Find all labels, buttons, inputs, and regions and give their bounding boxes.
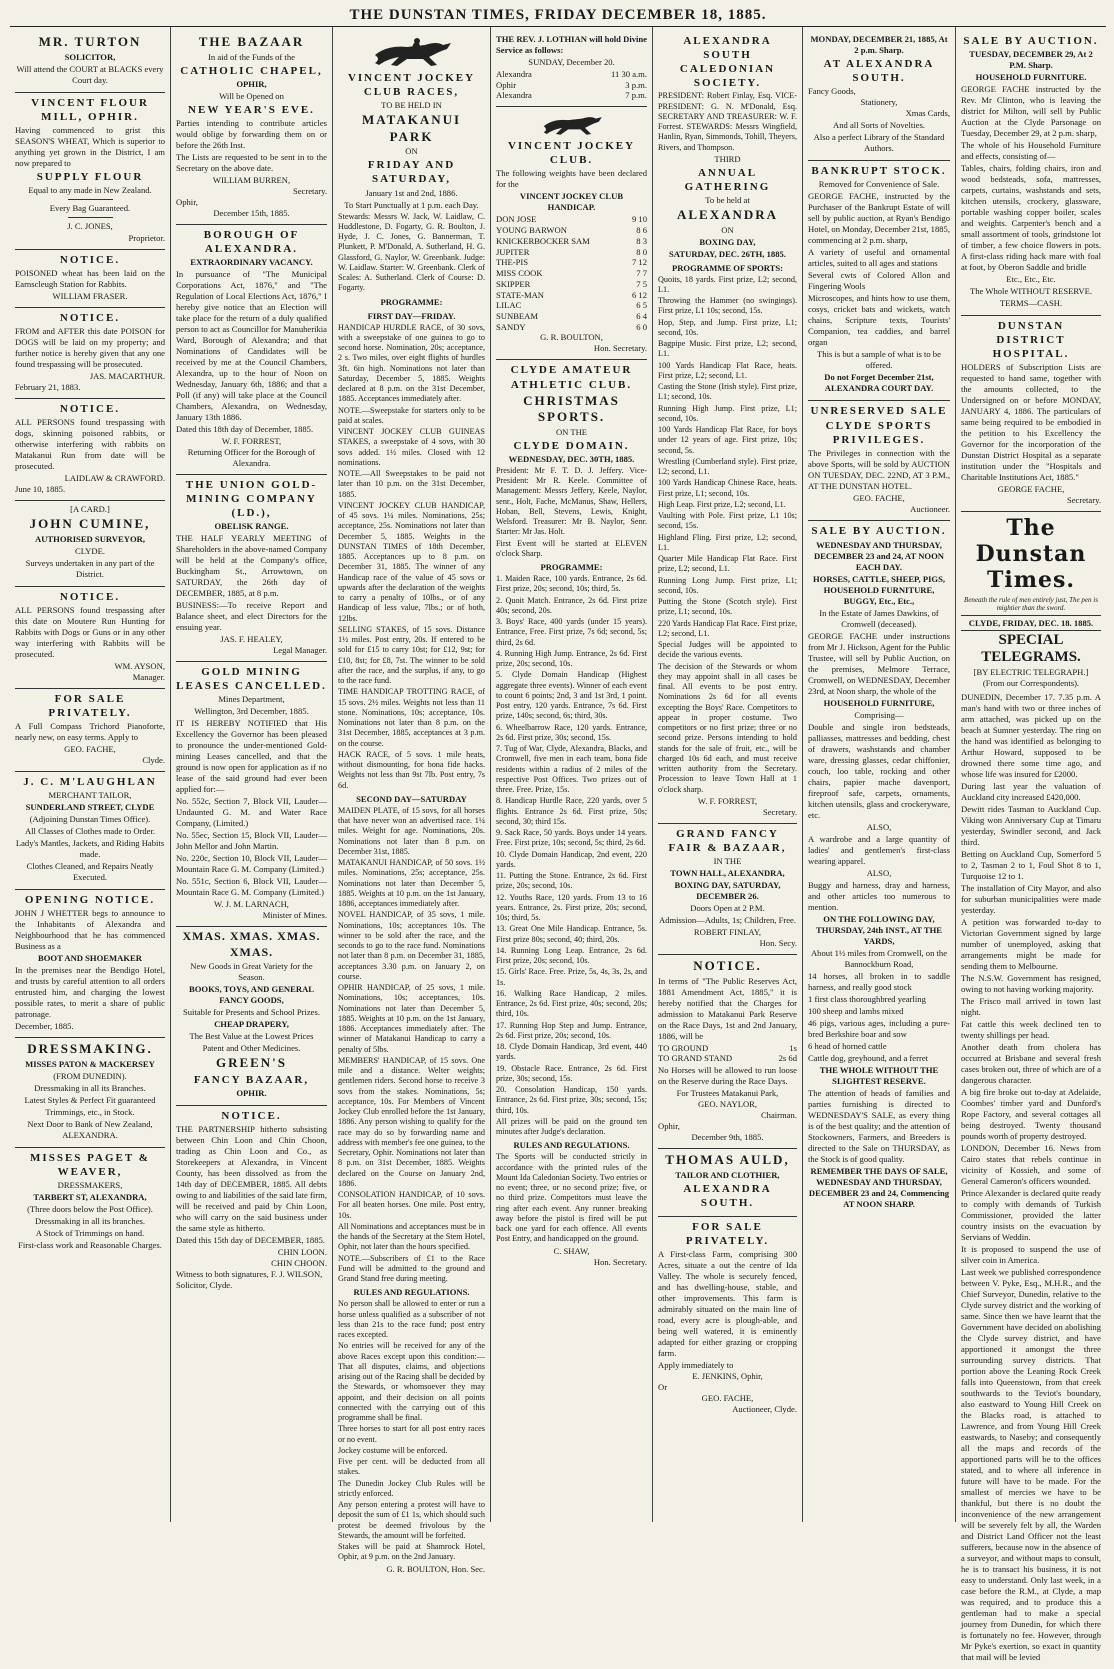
farm-sale-ad: FOR SALE PRIVATELY. A First-class Farm, comprising 300 Acres, situate a out the centre of Ida Valley. The whole is securely fenced, and has dwelling-house, stable, and other improvements. This farm is admirably situated on the main line of road, every acre is plough-able, and being well watered, it is eminently adapted for either grazing or cropping farm. Apply immediately to E. JENKINS, Ophir, Or GEO. FACHE, Auctioneer, Clyde.	[658, 1220, 797, 1415]
dressmaking-ad: DRESSMAKING. MISSES PATON & MACKERSEY (FROM DUNEDIN). Dressmaking in all its Branches. Latest Styles & Perfect Fit guaranteed Trimmings, etc., in Stock. Next Door to Bank of New Zealand, ALEXANDRA.	[15, 1038, 165, 1148]
telegrams-body: DUNEDIN, December 17. 7.35 p.m. A man's hand with two or three inches of arm attached, was picked up on the beach at Sumner yesterday. The ring on the hand was identified as belonging to Arthur Howard, supposed to be drowned there some time ago, and whose life was insured for £2000. During last year the valuation of Auckland city increased £420,000. Dewitt rides Tasman to Auckland Cup. Viking won Anniversary Cup at Timaru yesterday, Swindler second, and Jack third. Betting on Auckland Cup, Somerford 5 to 2, Tasman 2 to 1, Foul Shot 8 to 1, Turquoise 12 to 1. The installation of City Mayor, and also for suburban municipalities were made yesterday. A petition was forwarded to-day to Victorian Government signed by large number of unemployed, asking that arrangements might be made for sending them to Melbourne. The N.S.W. Government has resigned, owing to not having working majority. The Frisco mail arrived in town last night. Fat cattle this week declined ten to twenty shillings per head. Another death from cholera has occurred at Brisbane and several fresh cases broken out, three of which are of a dangerous character. A big fire broke out to-day at Adelaide, Coombes' timber yard and Dunford's Rope Factory, and several cottages all being destroyed. Twenty thousand pounds worth of property destroyed. LONDON, December 16. News from Cairo states that rebels continue in vicinity of Kossieh, and some of General Cameron's officers wounded. Prince Alexander is declared quite ready to comply with demands of Turkish Commissioner, provided the latter country insists on the evacuation by Servians of Weddin. It is proposed to suspend the use of silver coin in America. Last week we published correspondence between V. Pyke, Esq., M.H.R., and the Chief Surveyor, Dunedin, relative to the Clyde survey district and the working of same. Since then we have learnt that the Government have decided on abolishing the Clyde survey district, and have apportioned it amongst the three surrounding survey districts. That portion above the Leaning Rock Creek falls into Queenstown, from that creek southwards to the Teviot's boundary, also eastward to Young Hill Creek on the Blacks road, is attached to Lawrence, and from Young Hill Creek eastwards, to Naseby; and consequently all the maps and records of the apportioned parts will be to the offices stated, and to where all inference in future will have to be made. For the smallest of mercies we have to be thankful, but there is no doubt the inconvenience of the new arrangement will be severely felt by all, the Warden and District Land Officer not the least sufferers, because now in the absence of a surveyor, and without maps to consult, he is to transact his business, it is not easy to understand. Only last week, in a case before the R.M., at Clyde, a map was required, and to produce this a gentleman had to make a special journey from Dunedin, for which there is fortunately no fee. However, through Mr Pyke's exertion, so exact in quantity that mail will be levied	[961, 692, 1101, 1663]
list-item: THE-PIS 7 12	[496, 257, 647, 268]
reserve-notice: NOTICE. In terms of "The Public Reserves Act, 1881 Amendment Act, 1885," it is hereby notified that the Charges for admission to Matakanui Park Reserve on the Race Days, 1st and 2nd January, 1886, will be TO GROUND 1s TO GRAND STAND 2s 6d No Horses will be allowed to run loose on the Reserve during the Race Days. For Trustees Matakanui Park, GEO. NAYLOR, Chairman. Ophir, December 9th, 1885.	[658, 955, 797, 1149]
vjc-weights-ad: VINCENT JOCKEY CLUB. The following weights have been declared for the VINCENT JOCKEY CLUB HANDICAP. DON JOSE 9 10 YOUNG BARWON 8 6 KNICKERBOCKER SAM 8 3 JUPITER 8 0 THE-PIS 7 12 MISS COOK 7 7 SKIPPER 7 5 STATE-MAN 6 12 LILAC 6 5 SUNBEAM 6 4 SANDY 6 0 G. R. BOULTON, Hon. Secretary.	[496, 107, 647, 360]
columns	[10, 27, 1106, 1663]
column-4	[491, 27, 653, 1522]
telegrams-title: SPECIAL TELEGRAMS.	[981, 632, 1081, 666]
paget-ad: MISSES PAGET & WEAVER, DRESSMAKERS, TARBERT ST, ALEXANDRA, (Three doors below the Post Office). Dressmaking in all its branches. A Stock of Trimmings on hand. First-class work and Reasonable Charges.	[18, 1151, 162, 1250]
bazaar-ad: THE BAZAAR In aid of the Funds of the CATHOLIC CHAPEL, OPHIR, Will be Opened on NEW YEAR'S EVE. Parties intending to contribute articles would oblige by forwarding them on or before the 26th Inst. The Lists are requested to be sent in to the Secretary on the above date. WILLIAM BURREN, Secretary. Ophir, December 15th, 1885.	[176, 31, 327, 225]
horse-racing-icon	[367, 35, 457, 69]
turton-ad: MR. TURTON SOLICITOR, Will attend the COURT at BLACKS every Court day.	[15, 31, 165, 93]
list-item: SANDY 6 0	[496, 321, 647, 332]
bankrupt-stock-ad: BANKRUPT STOCK. Removed for Convenience of Sale. GEORGE FACHE, instructed by the Purchaser of the Bankrupt Estate of will sell by public auction, at Ryan's Bendigo Hotel, on Monday, December 21st, 1885, commencing at 2 p.m. sharp, A variety of useful and ornamental articles, suited to all ages and stations Several cwts of Colored Allon and Fingering Wools Microscopes, and hints how to use them, cosys, cricket bats and wickets, watch chains, Scripture texts, Tourists' Companion, tea caddies, and barrel organ This is but a sample of what is to be offered. Do not Forget December 21st, ALEXANDRA COURT DAY.	[808, 161, 950, 401]
alexandra-sale-ad: MONDAY, DECEMBER 21, 1885, At 2 p.m. Sharp. AT ALEXANDRA SOUTH. Fancy Goods, Stationery, Xmas Cards, And all Sorts of Novelties. Also a perfect Library of the Standard Authors.	[808, 31, 950, 161]
list-item: SKIPPER 7 5	[496, 278, 647, 289]
list-item: DON JOSE 9 10	[496, 214, 647, 225]
cumine-card: [A CARD.] JOHN CUMINE, AUTHORISED SURVEYOR, CLYDE. Surveys undertaken in any part of the District.	[15, 501, 165, 587]
column-3	[333, 27, 491, 1574]
fancy-fair-ad: GRAND FANCY FAIR & BAZAAR, IN THE TOWN HALL, ALEXANDRA, BOXING DAY, SATURDAY, DECEMBER 26. Doors Open at 2 P.M. Admission—Adults, 1s; Children, Free. ROBERT FINLAY, Hon. Secy.	[658, 824, 797, 955]
column-1	[10, 27, 171, 1522]
dateline: CLYDE, FRIDAY, DEC. 18. 1885.	[961, 615, 1101, 631]
partnership-notice: NOTICE. THE PARTNERSHIP hitherto subsisting between Chin Loon and Chin Choon, trading as Chin Loon and Co., as Storekeepers at Alexandra, in Vincent County, has been dissolved as from the 14th day of DECEMBER, 1885. All debts owing to and liabilities of the said late firm, will be received and paid by Chin Loon, who will carry on the said business under the same style as hitherto. Dated this 15th day of DECEMBER, 1885. CHIN LOON. CHIN CHOON. Witness to both signatures, F. J. WILSON, Solicitor, Clyde.	[176, 1109, 327, 1290]
jockey-club-races-ad: VINCENT JOCKEY CLUB RACES, TO BE HELD IN MATAKANUI PARK ON FRIDAY AND SATURDAY, January 1st and 2nd, 1886. To Start Punctually at 1 p.m. each Day. Stewards: Messrs W. Jack, W. Laidlaw, C. Huddlestone, D. Fogarty, G. R. Boulton, J. Hyde, J. C. Jones, G. Bannerman, T. Plunkett, P. M'Donald, A. Sutherland, H. G. Glassford, G. Naylor, W. Greenbank. Judge: W. Laidlaw. Starter: W. Greenbank. Clerk of Scales: A. Sutherland. Clerk of Course: D. Fogarty. PROGRAMME: FIRST DAY—FRIDAY. HANDICAP HURDLE RACE, of 30 sovs, with a sweepstake of one guinea to go to second horse. Nomination, 20s; acceptance, 2 s. Two miles, over eight flights of hurdles 3ft. 6in high. Nominations not later than Saturday, December 5, 1885. Weights declared at 8 p.m. on the 31st December, 1885. Acceptances immediately after. NOTE.—Sweepstake for starters only to be paid at scales. VINCENT JOCKEY CLUB GUINEAS STAKES, a sweepstake of 4 sovs, with 30 sovs added. 1½ miles. Closed with 12 nominations. NOTE.—All Sweepstakes to be paid not later than 10 p.m. on the 31st December, 1885. VINCENT JOCKEY CLUB HANDICAP, of 45 sovs. 1¼ miles. Nominations, 25s; acceptance, 25s. Nominations not later than December 5, 1885. Weights in the DUNSTAN TIMES of 18th December, 1885. Acceptances up to 8 p.m. on December 31, 1885. The winner of any Handicap race of the value of 45 sovs or upwards after the declaration of the weights to carry a penalty of 10lbs., or of any Handicap of less value, 7lbs.; or of both, 12lbs. SELLING STAKES, of 15 sovs. Distance 1½ miles. Post entry, 20s. If entered to be sold for £15 to carry 10st; for £12, 9st; for £10, 8st; for £8, 7st. The winner to be sold after the race, and the surplus, if any, to go to the race fund. TIME HANDICAP TROTTING RACE, of 15 sovs. 2½ miles. Weights not less than 11 stone. Nominations, 10s; acceptance, 10s. Nominations not later than 8 p.m. on the 31st December, 1885, acceptances at 3 p.m. on the course. HACK RACE, of 5 sovs. 1 mile heats, without dismounting, for bona fide hacks. Weights not less than 9st 7lb. Post entry, 7s 6d. SECOND DAY—SATURDAY MAIDEN PLATE, of 15 sovs, for all horses that have never won an advertised race. 1¼ miles. Weight for age. Nominations, 20s. Nominations not later than 8 p.m. on December 31st, 1885. MATAKANUI HANDICAP, of 50 sovs. 1½ miles. Nominations, 25s; acceptance, 25s. Nominations not later than December 5, 1885. Weights at 10 p.m. on the 1st January, 1886, acceptances immediately after. NOVEL HANDICAP, of 35 sovs, 1 mile. Nominations, 10s; acceptances 10s. The winner to be sold after the race, and the seconds to go to the race fund. Nominations not later than 8 p.m. on December 31, 1885, acceptances 3.30 p.m. on January 2, on course. OPHIR HANDICAP, of 25 sovs, 1 mile. Nominations, 10s; acceptances, 10s. Nominations not later than December 5, 1885. Weights at 10 p.m. on the 1st January, 1886. Acceptances immediately after. The winner of Matakanui Handicap to carry a penalty of 5lbs. MEMBERS' HANDICAP, of 15 sovs. One mile and a distance. Welter weights; gentlemen riders. Second horse to receive 3 sovs from the stakes. Nominations, 5s; acceptance, 10s. For Members of Vincent Jockey Club enrolled before the 1st January, 1886. Any person wishing to qualify for the race may do so by forwarding name and address with member's fee one guinea, to the Secretary, Ophir. Nominations not later than 8 p.m. on 31st December, 1885. Weights declared on the Course on January 2nd, 1886. CONSOLATION HANDICAP, of 10 sovs. For all beaten horses. One mile. Post entry, 10s. All Nominations and acceptances must be in the hands of the Secretary at the Stem Hotel, Ophir, not later than the hours specified. NOTE.—Subscribers of £1 to the Race Fund will be admitted to the ground and Grand Stand free during meeting. RULES AND REGULATIONS. No person shall be allowed to enter or run a horse unless qualified as a subscriber of not less than 21s to the race fund; post entry races excepted. No entries will be received for any of the above Races except upon this condition:—That all disputes, claims, and objections arising out of the Racing shall be decided by the Stewards, or whomsoever they may appoint, and their decision on all points connected with the carrying out of this programme shall be final. Three horses to start for all post entry races or no event. Jockey costume will be enforced. Five per cent. will be deducted from all stakes. The Dunedin Jockey Club Rules will be strictly enforced. Any person entering a protest will have to deposit the sum of £1 1s, which should such protest be deemed frivolous by the Stewards, the amount will be forfeited. Stakes will be paid at Shamrock Hotel, Ophir, at 9 p.m. on the 2nd January. G. R. BOULTON, Hon. Sec.	[338, 31, 485, 1580]
lothian-ad: THE REV. J. LOTHIAN will hold Divine Service as follows: SUNDAY, December 20. Alexandra 11 30 a.m. Ophir 3 p.m. Alexandra 7 p.m.	[496, 31, 647, 107]
masthead: THE DUNSTAN TIMES, FRIDAY DECEMBER 18, 1885.	[10, 4, 1106, 27]
flour-mill-ad: VINCENT FLOUR MILL, OPHIR. Having commenced to grist this SEASON'S WHEAT, Which is superior to anything yet grown in the District, I am now prepared to SUPPLY FLOUR Equal to any made in New Zealand. Every Bag Guaranteed. J. C. JONES, Proprietor.	[15, 93, 165, 250]
trespass-notice: NOTICE. ALL PERSONS found trespassing with dogs, skinning poisoned rabbits, or otherwise interfering with rabbits on Matakanui Run from date will be prosecuted. LAIDLAW & CRAWFORD. June 10, 1885.	[15, 399, 165, 501]
auld-ad: THOMAS AULD, TAILOR AND CLOTHIER, ALEXANDRA SOUTH.	[658, 1149, 797, 1217]
list-item: KNICKERBOCKER SAM 8 3	[496, 235, 647, 246]
ad-title: MR. TURTON	[38, 34, 142, 49]
motto: Beneath the rule of men entirely just, The pen is mightier than the sword.	[964, 596, 1098, 613]
clyde-athletic-ad: CLYDE AMATEUR ATHLETIC CLUB. CHRISTMAS SPORTS. ON THE CLYDE DOMAIN. WEDNESDAY, DEC. 30TH, 1885. President: Mr F. T. D. J. Jeffery. Vice-President: Mr R. Keele. Committee of Management: Messrs Jeffery, Keele, Naylor, senr., Holt, Fache, McManus, Shaw, Hellers, Hoban, Bell, Stevens, Lewis, Knight, Welsford. Treasurer: Mr B. Naylor, Senr. Starter: Mr Jas. Holt. First Event will be started at ELEVEN o'clock Sharp. PROGRAMME: 1. Maiden Race, 100 yards. Entrance, 2s 6d. First prize, 20s; second, 10s; third, 5s. 2. Quoit Match. Entrance, 2s 6d. First prize 40s; second, 20s. 3. Boys' Race, 400 yards (under 15 years). Entrance, Free. First prize, 7s 6d; second, 5s; third, 2s 6d. 4. Running High Jump. Entrance, 2s 6d. First prize, 20s; second, 10s. 5. Clyde Domain Handicap (Highest aggregate three events). Winner of each event to count 6 points; 2nd, 3 and 1st 3rd, 1 point. Post entry, 120 yards. Entrance, 7s 6d. First prize, 140s; second, 6s; third, 30s. 6. Wheelbarrow Race, 120 yards. Entrance, 2s 6d. First prize, 30s; second, 15s. 7. Tug of War, Clyde, Alexandra, Blacks, and Cromwell, five men in each team, bona fide residents within a radius of 2 miles of the respective Post Offices. Two prizes out of three. Free. Prize, 15s. 8. Handicap Hurdle Race, 220 yards, over 5 flights. Entrance 2s 6d. First prize, 50s; second, 30; third 15s. 9. Sack Race, 50 yards. Boys under 14 years. Free. First prize, 10s; second, 5s; third, 2s 6d. 10. Clyde Domain Handicap, 2nd event, 220 yards. 11. Putting the Stone. Entrance, 2s 6d. First prize, 20s; second, 10s. 12. Youths Race, 120 yards. From 13 to 16 years. Entrance, 2s. First prize, 20s; second, 10s; third, 5s. 13. Great One Mile Handicap. Entrance, 5s. First prize 80s; second, 40; third, 20s. 14. Running Long Leap. Entrance, 2s 6d. First prize, 20s; second, 10s. 15. Girls' Race. Free. Prize, 5s, 4s, 3s, 2s, and 1s. 16. Walking Race Handicap, 2 miles. Entrance, 2s 6d. First prize, 40s; second, 20s; third, 10s. 17. Running Hop Step and Jump. Entrance, 2s 6d. First prize, 20s; second, 10s. 18. Clyde Domain Handicap, 3rd event, 440 yards. 19. Obstacle Race. Entrance, 2s 6d. First prize, 30s; second, 15s. 20. Consolation Handicap, 150 yards. Entrance, 2s 6d. First prize, 30s; second, 15s; third, 10s. All prizes will be paid on the ground ten minutes after Judge's declaration. RULES AND REGULATIONS. The Sports will be conducted strictly in accordance with the printed rules of the Mount Ida Caledonian Society. Two entries or no event; three, or no second prize; five, or no third prize. Competitors must leave the ring after each event. Any runner breaking away before the pistol is fired will be put back one yard for each offence. All events Post Entry, and handicapped on the ground. C. SHAW, Hon. Secretary.	[496, 364, 647, 1267]
column-6	[803, 27, 956, 1522]
list-item: YOUNG BARWON 8 6	[496, 225, 647, 236]
opening-notice: OPENING NOTICE. JOHN J WHETTER begs to announce to the Inhabitants of Alexandra and Neighbourhood that he has commenced Business as a BOOT AND SHOEMAKER In the premises near the Bendigo Hotel, and trusts by careful attention to all orders entrusted him, and charging the lowest possible rates, to merit a share of public patronage. December, 1885.	[15, 890, 165, 1038]
borough-ad: BOROUGH OF ALEXANDRA. EXTRAORDINARY VACANCY. In pursuance of "The Municipal Corporations Act, 1876," and "The Regulation of Local Elections Act, 1876," I hereby give notice that an Election will take place for the return of a duly qualified person to act as Councillor for Manuherikia Ward, Borough of Alexandra; and that Nominations of Candidates will be received by me at the Council Chambers, Alexandra, up to the hour of Noon on Wednesday, January 6th, 1886; and that a Poll (if any) will take place at the Council Chambers, Alexandra, on Wednesday, January 13th 1886. Dated this 18th day of December, 1885. W. F. FORREST, Returning Officer for the Borough of Alexandra.	[176, 225, 327, 475]
clinton-auction-ad: SALE BY AUCTION. TUESDAY, DECEMBER 29, At 2 P.M. Sharp. HOUSEHOLD FURNITURE. GEORGE FACHE instructed by the Rev. Mr Clinton, who is leaving the district for Milton, will sell by Public Auction at the Clyde Parsonage on Tuesday, December 29, at 2 p.m. sharp, The whole of his Household Furniture and effects, consisting of— Tables, chairs, folding chairs, iron and wood bedsteads, sofa, mattresses, carpets, curtains, washstands and sets, kitchen utensils, crockery, glassware, portable washing copper boiler, scales and weights. Carpenter's bench and a small assortment of tools, grindstone lot of timber, a few choice flowers in pots. A first-class riding hack mare with foal at foot, by Oberon Saddle and bridle Etc., Etc., Etc. The Whole WITHOUT RESERVE. TERMS—CASH.	[961, 31, 1101, 316]
union-company-ad: THE UNION GOLD-MINING COMPANY (LD.), OBELISK RANGE. THE HALF YEARLY MEETING of Shareholders in the above-named Company will be held at the Company's office, Buckingham St., Arrowtown, on SATURDAY, the 26th day of DECEMBER, 1885, at 8 p.m. BUSINESS:—To receive Report and Balance sheet, and elect Directors for the ensuing year. JAS. F. HEALEY, Legal Manager.	[176, 475, 327, 662]
dog-poison-notice: NOTICE. FROM and AFTER this date POISON for DOGS will be laid on my property; and further notice is hereby given that any one found trespassing will be prosecuted. JAS. MACARTHUR. February 21, 1883.	[15, 308, 165, 399]
dawkins-auction-ad: SALE BY AUCTION. WEDNESDAY AND THURSDAY, DECEMBER 23 and 24, AT NOON EACH DAY. HORSES, CATTLE, SHEEP, PIGS, HOUSEHOLD FURNITURE, BUGGY, Etc., Etc., In the Estate of James Dawkins, of Cromwell (deceased). GEORGE FACHE under instructions from Mr J. Hickson, Agent for the Public Trustee, will sell by Public Auction, on the premises, Melmore Terrace, Cromwell, on WEDNESDAY, December 23rd, at Noon sharp, the whole of the HOUSEHOLD FURNITURE, Comprising— Double and single iron bedsteads, palliasses, mattresses and bedding, chest of drawers, washstands and chamber ware, dressing glasses, cedar chiffonier, couch, loo table, rocking and other chairs, papier mache davenport, fireproof safe, carpets, ornaments, kitchen utensils, glass and crockeryware, etc. ALSO, A wardrobe and a large quantity of ladies' and gentlemen's first-class wearing apparel. ALSO, Buggy and harness, dray and harness, and other articles too numerous to mention. ON THE FOLLOWING DAY, THURSDAY, 24th INST., AT THE YARDS, About 1½ miles from Cromwell, on the Bannockburn Road, 14 horses, all broken in to saddle harness, and really good stock 1 first class thoroughbred yearling 100 sheep and lambs mixed 46 pigs, various ages, including a pure-bred Berkshire boar and sow 6 head of horned cattle Cattle dog, greyhound, and a ferret THE WHOLE WITHOUT THE SLIGHTEST RESERVE. The attention of heads of families and parties furnishing is directed to WEDNESDAY'S SALE, as every thing is of the best quality; and the attention of Stockowners, Farmers, and Breeders is directed to the Sale on THURSDAY, as the Stock is of good quality. REMEMBER THE DAYS OF SALE, WEDNESDAY AND THURSDAY, DECEMBER 23 and 24, Commencing AT NOON SHARP.	[808, 525, 950, 1209]
poison-notice: NOTICE. POISONED wheat has been laid on the Earnscleugh Station for Rabbits. WILLIAM FRASER.	[15, 250, 165, 308]
moutere-notice: NOTICE. ALL PERSONS found trespassing after this date on Moutere Run Hunting for Rabbits with Dogs or Guns or in any other way interfering with Rabbits will be prosecuted. WM. AYSON, Manager.	[15, 587, 165, 689]
list-item: STATE-MAN 6 12	[496, 289, 647, 300]
hospital-ad: DUNSTAN DISTRICT HOSPITAL. HOLDERS of Subscription Lists are requested to hand same, together with the amounts collected, to the Undersigned on or before MONDAY, JANUARY 4, 1886. The particulars of same being required to be embodied in the petition to his Excellency the Governor for the incorporation of the Dunstan District Hospital as a separate institution under the "Hospitals and Charitable Institutions Act, 1885." GEORGE FACHE, Secretary.	[961, 316, 1101, 512]
piano-sale: FOR SALE PRIVATELY. A Full Compass Trichord Pianoforte, nearly new, on easy terms. Apply to GEO. FACHE, Clyde.	[15, 689, 165, 772]
xmas-ad: XMAS. XMAS. XMAS. XMAS. New Goods in Great Variety for the Season. BOOKS, TOYS, AND GENERAL FANCY GOODS, Suitable for Presents and School Prizes. CHEAP DRAPERY, The Best Value at the Lowest Prices Patent and Other Medicines. GREEN'S FANCY BAZAAR, OPHIR.	[176, 927, 327, 1105]
paper-logo: The Dunstan Times.	[975, 515, 1087, 594]
list-item: SUNBEAM 6 4	[496, 310, 647, 321]
horse-icon	[537, 111, 607, 137]
list-item: JUPITER 8 0	[496, 246, 647, 257]
clyde-privileges-ad: UNRESERVED SALE CLYDE SPORTS PRIVILEGES. The Privileges in connection with the above Sports, will be sold by AUCTION ON TUESDAY, DEC. 22ND, AT 3 P.M., AT THE DUNSTAN HOTEL. GEO. FACHE, Auctioneer.	[808, 401, 950, 521]
mclaughlan-ad: J. C. M'LAUGHLAN MERCHANT TAILOR, SUNDERLAND STREET, CLYDE (Adjoining Dunstan Times Office). All Classes of Clothes made to Order. Lady's Mantles, Jackets, and Riding Habits made. Clothes Cleaned, and Repairs Neatly Executed.	[15, 772, 165, 890]
caledonian-ad: ALEXANDRA SOUTH CALEDONIAN SOCIETY. PRESIDENT: Robert Finlay, Esq. VICE-PRESIDENT: G. N. M'Donald, Esq. SECRETARY AND TREASURER: W. F. Forrest. STEWARDS: Messrs Wingfield, Hanlin, Ryan, Simmonds, Tohill, Theyers, Rivers, and Thompson. THIRD ANNUAL GATHERING To be held at ALEXANDRA ON BOXING DAY, SATURDAY, DEC. 26TH, 1885. PROGRAMME OF SPORTS: Quoits, 18 yards. First prize, L2; second, L1. Throwing the Hammer (no swingings). First prize, L1 10s; second, 15s. Hop, Step, and Jump. First prize, L1; second, 10s. Bagpipe Music. First prize, L2; second, L1. 100 Yards Handicap Flat Race, heats. First prize, L2; second, L1. Casting the Stone (Irish style). First prize, L1; second, 10s. Running High Jump. First prize, L1; second, 10s. 100 Yards Handicap Flat Race, for boys under 12 years of age. First prize, 10s; second, 5s. Wrestling (Cumberland style). First prize, L2; second, L1. 100 Yards Handicap Chinese Race, heats. First prize, L1; second, 10s. High Leap. First prize, L2; second, L1. Vaulting with Pole. First prize, L1 10s; second, 15s. Highland Fling. First prize, L2; second, L1. Quarter Mile Handicap Flat Race. First prize, L2; second, L1. Running Long Jump. First prize, L1; second, 10s. Putting the Stone (Scotch style). First prize, L1; second, 10s. 220 Yards Handicap Flat Race. First prize, L2; second, L1. Special Judges will be appointed to decide the various events. The decision of the Stewards or whom they may appoint shall in all cases be final. All events to be post entry. Nominations 2s 6d for all events excepting the Boys' Race. Competitors to appear in proper costume. Two competitors or no first prize; three or no second prize. Persons intending to hold stands for the sale of fruit, etc., will be charged 10s 6d each, and must receive written authority from the Secretary. Procession to leave Town Hall at 1 o'clock sharp. W. F. FORREST, Secretary.	[658, 31, 797, 824]
column-5	[653, 27, 803, 1522]
column-2	[171, 27, 333, 1522]
column-7: SALE BY AUCTION. TUESDAY, DECEMBER 29, At 2 P.M. Sharp. HOUSEHOLD FURNITURE. GEORGE FACHE instructed by the Rev. Mr Clinton, who is leaving the district for Milton, will sell by Public Auction at the Clyde Parsonage on Tuesday, December 29, at 2 p.m. sharp, The whole of his Household Furniture and effects, consisting of— Tables, chairs, folding chairs, iron and wood bedsteads, sofa, mattresses, carpets, curtains, washstands and sets, kitchen utensils, crockery, glassware, portable washing copper boiler, scales and weights. Carpenter's bench and a small assortment of tools, grindstone lot of timber, a few choice flowers in pots. A first-class riding hack mare with foal at foot, by Oberon Saddle and bridle Etc., Etc., Etc. The Whole WITHOUT RESERVE. TERMS—CASH. DUNSTAN DISTRICT HOSPITAL. HOLDERS of Subscription Lists are requested to hand same, together with the amounts collected, to the Undersigned on or before MONDAY, JANUARY 4, 1886. The particulars of same being required to be embodied in the petition to his Excellency the Governor for the incorporation of the Dunstan District Hospital as a separate institution under the "Hospitals and Charitable Institutions Act, 1885." GEORGE FACHE, Secretary. The Dunstan Times. Beneath the rule of men entirely just, The pen is mightier than the sword. CLYDE, FRIDAY, DEC. 18. 1885. SPECIAL TELEGRAMS. [BY ELECTRIC TELEGRAPH.] (From our Correspondents). DUNEDIN, December 17. 7.35 p.m. A man's hand with two or three inches of arm attached, was picked up on the beach at Sumner yesterday. The ring on the hand was identified as belonging to Arthur Howard, supposed to be drowned there some time ago, and whose life was insured for £2000. During last year the valuation of Auckland city increased £420,000. Dewitt rides Tasman to Auckland Cup. Viking won Anniversary Cup at Timaru yesterday, Swindler second, and Jack third. Betting on Auckland Cup, Somerford 5 to 2, Tasman 2 to 1, Foul Shot 8 to 1, Turquoise 12 to 1. The installation of City Mayor, and also for suburban municipalities were made yesterday. A petition was forwarded to-day to Victorian Government signed by large number of unemployed, asking that arrangements might be made for sending them to Melbourne. The N.S.W. Government has resigned, owing to not having working majority. The Frisco mail arrived in town last night. Fat cattle this week declined ten to twenty shillings per head. Another death from cholera has occurred at Brisbane and several fresh cases broken out, three of which are of a dangerous character. A big fire broke out to-day at Adelaide, Coombes' timber yard and Dunford's Rope Factory, and several cottages all being destroyed. Twenty thousand pounds worth of property destroyed. LONDON, December 16. News from Cairo states that rebels continue in vicinity of Kossieh, and some of General Cameron's officers wounded. Prince Alexander is declared quite ready to comply with demands of Turkish Commissioner, provided the latter country insists on the evacuation by Servians of Weddin. It is proposed to suspend the use of silver coin in America. Last week we published correspondence between V. Pyke, Esq., M.H.R., and the Chief Surveyor, Dunedin, relative to the Clyde survey district and the working of same. Since then we have learnt that the Government have decided on abolishing the Clyde survey district, and have apportioned it amongst the three surrounding survey districts. That portion above the Leaning Rock Creek falls into Queenstown, from that creek southwards to the Teviot's boundary, also eastward to Young Hill Creek on the Blacks road, is attached to Lawrence, and from Young Hill Creek eastwards, to Naseby; and consequently all the maps and records of the apportioned parts will be to the offices stated, and to where all inference in future will have to be made. For the smallest of mercies we have to be thankful, but there is no doubt the inconvenience of the new arrangement will be severely felt by all, the Warden and District Land Officer not the least sufferers, because now in the absence of a surveyor, and without maps to consult, he is to transact his business, it is not easy to understand. Only last week, in a case before the R.M., at Clyde, a map was required, and to produce this a gentleman had to make a special journey from Dunedin, for which there is fortunately no fee. However, through Mr Pyke's exertion, so exact in quantity that mail will be levied	[956, 27, 1106, 1522]
gold-leases-ad: GOLD MINING LEASES CANCELLED. Mines Department, Wellington, 3rd December, 1885. IT IS HEREBY NOTIFIED that His Excellency the Governor has been pleased to pronounce the under-mentioned Gold-mining Leases cancelled, and that the ground is now open for application as if no lease of the said ground had ever been applied for:— No. 552c, Section 7, Block VII, Lauder—Undaunted G. M. and Water Race Company, (Limited.) No. 55ec, Section 15, Block VII, Lauder—John Mellor and John Martin. No. 220c, Section 10, Block VII, Lauder—Mountain Race G. M. Company (Limited.) No. 551c, Section 6, Block VII, Lauder—Mountain Race G. M. Company (Limited.) W. J. M. LARNACH, Minister of Mines.	[176, 662, 327, 927]
list-item: LILAC 6 5	[496, 300, 647, 311]
list-item: MISS COOK 7 7	[496, 268, 647, 279]
